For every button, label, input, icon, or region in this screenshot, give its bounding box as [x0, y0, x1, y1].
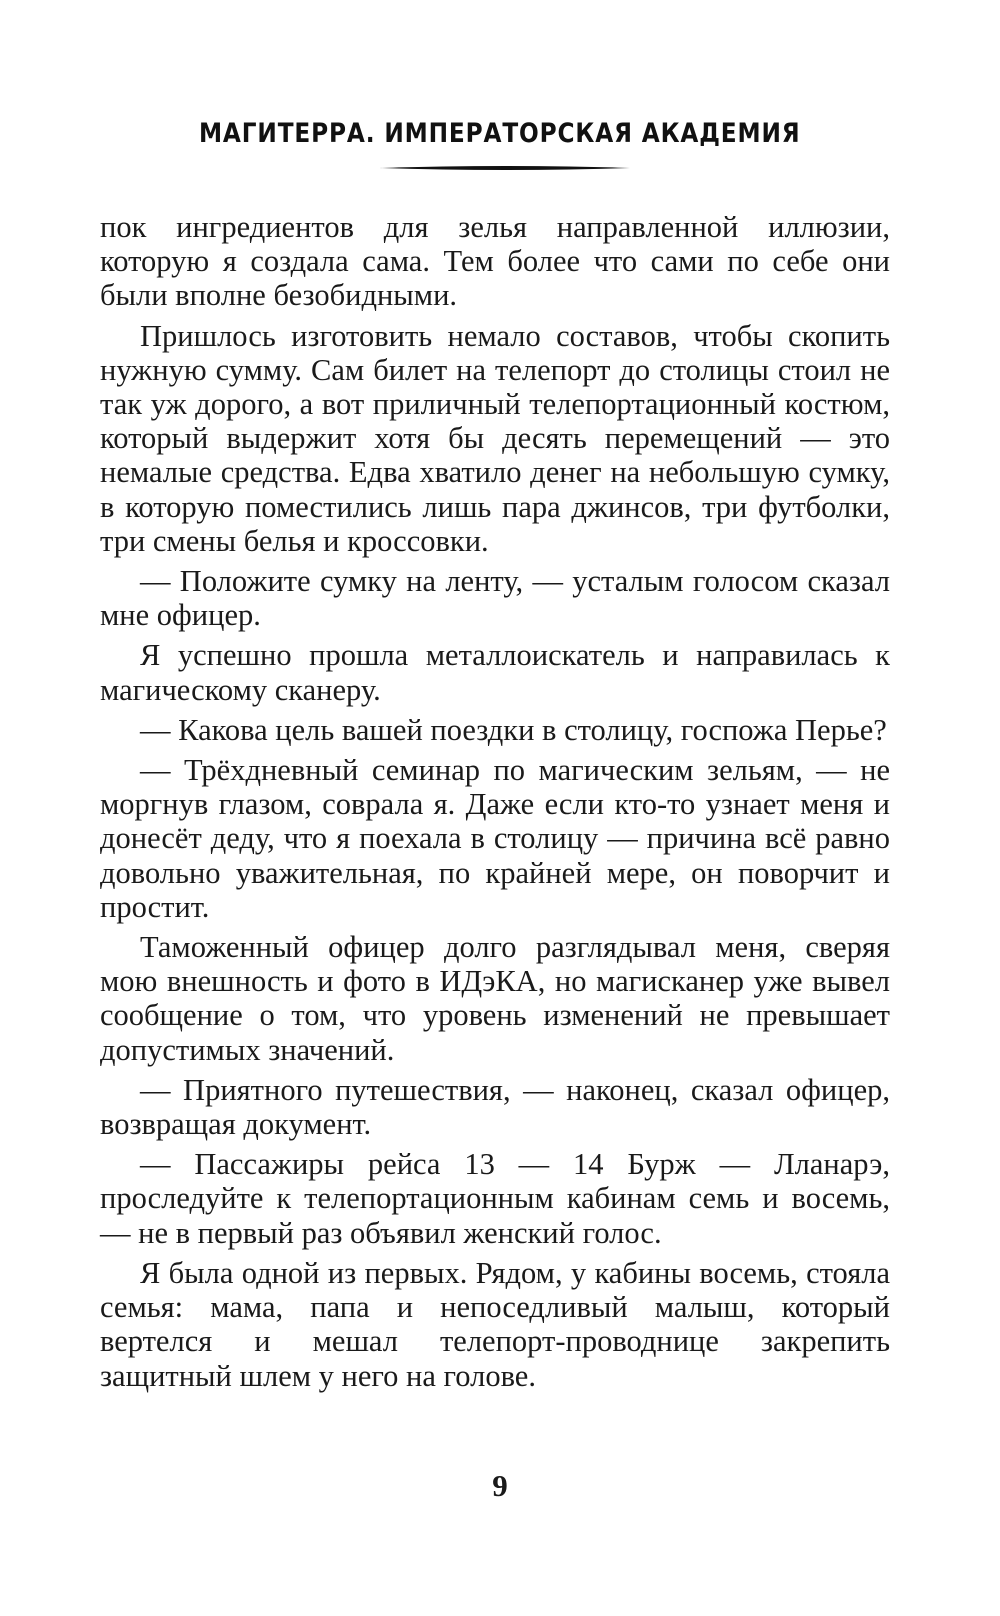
paragraph: — Положите сумку на ленту, — усталым голосом сказал мне офицер.	[100, 564, 890, 633]
paragraph: — Пассажиры рейса 13 — 14 Бурж — Лланарэ, проследуйте к телепортационным кабинам семь и восемь, — не в первый раз объявил женский голос.	[100, 1147, 890, 1250]
paragraph: — Трёхдневный семинар по магическим зельям, — не моргнув глазом, соврала я. Даже если кто-то узнает меня и донесёт деду, что я поехала в столицу — причина всё равно довольно уважительная, по крайней мере, он поворчит и простит.	[100, 753, 890, 924]
paragraph: — Приятного путешествия, — наконец, сказал офицер, возвращая документ.	[100, 1072, 890, 1142]
paragraph: — Какова цель вашей поездки в столицу, госпожа Перье?	[140, 712, 887, 747]
paragraph: Таможенный офицер долго разглядывал меня, сверяя мою внешность и фото в ИДэКА, но магисканер уже вывел сообщение о том, что уровень изменений не превышает допустимых значений.	[100, 930, 890, 1067]
paragraph: Пришлось изготовить немало составов, чтобы скопить нужную сумму. Сам билет на телепорт до столицы стоил не так уж дорого, а вот приличный телепортационный костюм, который выдержит хотя бы десять перемещений — это немалые средства. Едва хватило денег на небольшую сумку, в которую поместились лишь пара джинсов, три футболки, три смены белья и кроссовки.	[100, 318, 890, 558]
body-text	[100, 210, 890, 1393]
running-head-rule	[380, 165, 630, 171]
paragraph: Я была одной из первых. Рядом, у кабины восемь, стояла семья: мама, папа и непоседливый малыш, который вертелся и мешал телепорт-проводнице закрепить защитный шлем у него на голове.	[100, 1255, 890, 1393]
paragraph: пок ингредиентов для зелья направленной иллюзии, которую я создала сама. Тем более что сами по себе они были вполне безобидными.	[100, 210, 890, 313]
page-number: 9	[492, 1468, 508, 1503]
running-head-title: МАГИТЕРРА. ИМПЕРАТОРСКАЯ АКАДЕМИЯ	[199, 118, 801, 149]
running-head	[0, 118, 1000, 149]
paragraph: Я успешно прошла металлоискатель и направилась к магическому сканеру.	[100, 638, 890, 707]
